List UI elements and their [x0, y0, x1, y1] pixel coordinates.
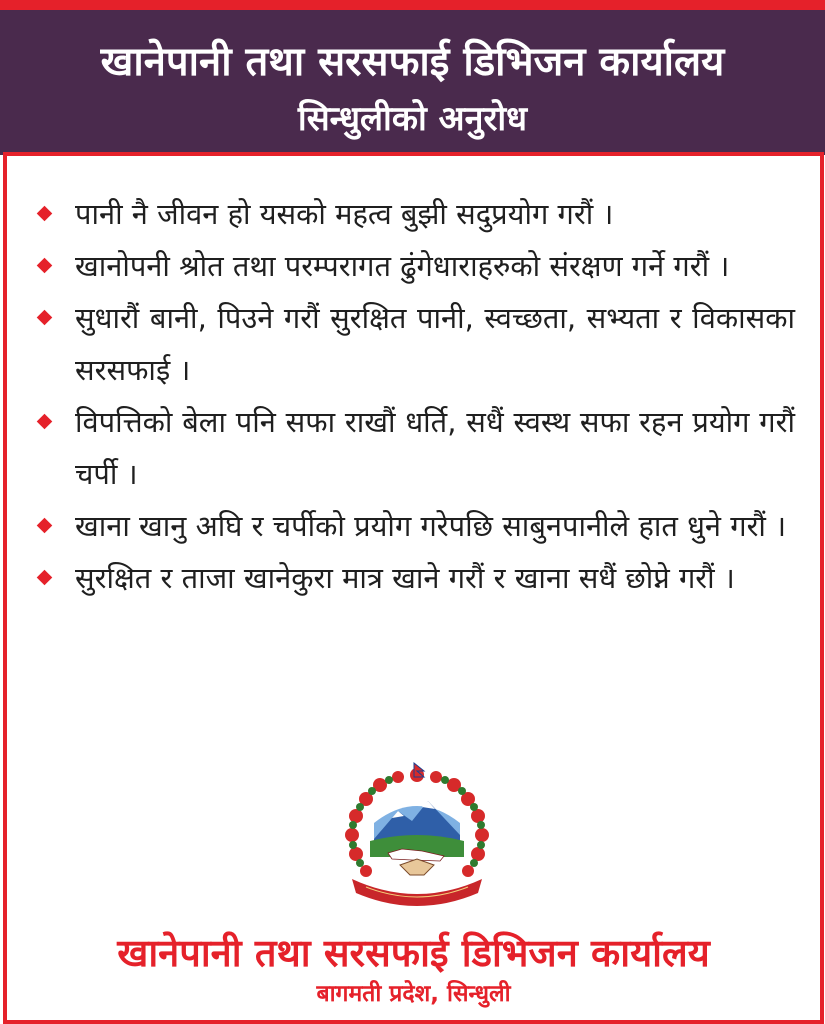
list-item	[35, 552, 795, 604]
list-item	[35, 396, 795, 500]
point-text: खाना खानु अघि र चर्पीको प्रयोग गरेपछि साबुनपानीले हात धुने गरौं ।	[75, 509, 787, 543]
point-text: विपत्तिको बेला पनि सफा राखौं धर्ति, सधैं स्वस्थ सफा रहन प्रयोग गरौं चर्पी ।	[75, 405, 795, 491]
point-text: सुधारौं बानी, पिउने गरौं सुरक्षित पानी, स्वच्छता, सभ्यता र विकासका सरसफाई ।	[75, 301, 795, 387]
bullet-diamond-icon	[37, 258, 53, 274]
bullet-diamond-icon	[37, 310, 53, 326]
header-subtitle: सिन्धुलीको अनुरोध	[297, 99, 528, 139]
header-banner	[0, 10, 825, 155]
content-frame	[3, 152, 824, 1024]
list-item	[35, 240, 795, 292]
bullet-diamond-icon	[37, 518, 53, 534]
point-text: खानोपनी श्रोत तथा परम्परागत ढुंगेधाराहरुको संरक्षण गर्ने गरौं ।	[75, 249, 730, 283]
bullet-diamond-icon	[37, 206, 53, 222]
bullet-diamond-icon	[37, 414, 53, 430]
nepal-government-emblem-icon	[332, 761, 502, 911]
header-title: खानेपानी तथा सरसफाई डिभिजन कार्यालय	[100, 39, 725, 85]
footer-title: खानेपानी तथा सरसफाई डिभिजन कार्यालय	[117, 931, 710, 975]
point-text: पानी नै जीवन हो यसको महत्व बुझी सदुप्रयोग गरौं ।	[75, 197, 614, 231]
point-text: सुरक्षित र ताजा खानेकुरा मात्र खाने गरौं र खाना सधैं छोप्ने गरौं ।	[75, 561, 735, 595]
bullet-diamond-icon	[37, 570, 53, 586]
list-item	[35, 292, 795, 396]
top-strip	[0, 0, 825, 10]
footer-subtitle: बागमती प्रदेश, सिन्धुली	[316, 981, 511, 1007]
list-item	[35, 500, 795, 552]
list-item	[35, 188, 795, 240]
points-list	[35, 188, 795, 604]
